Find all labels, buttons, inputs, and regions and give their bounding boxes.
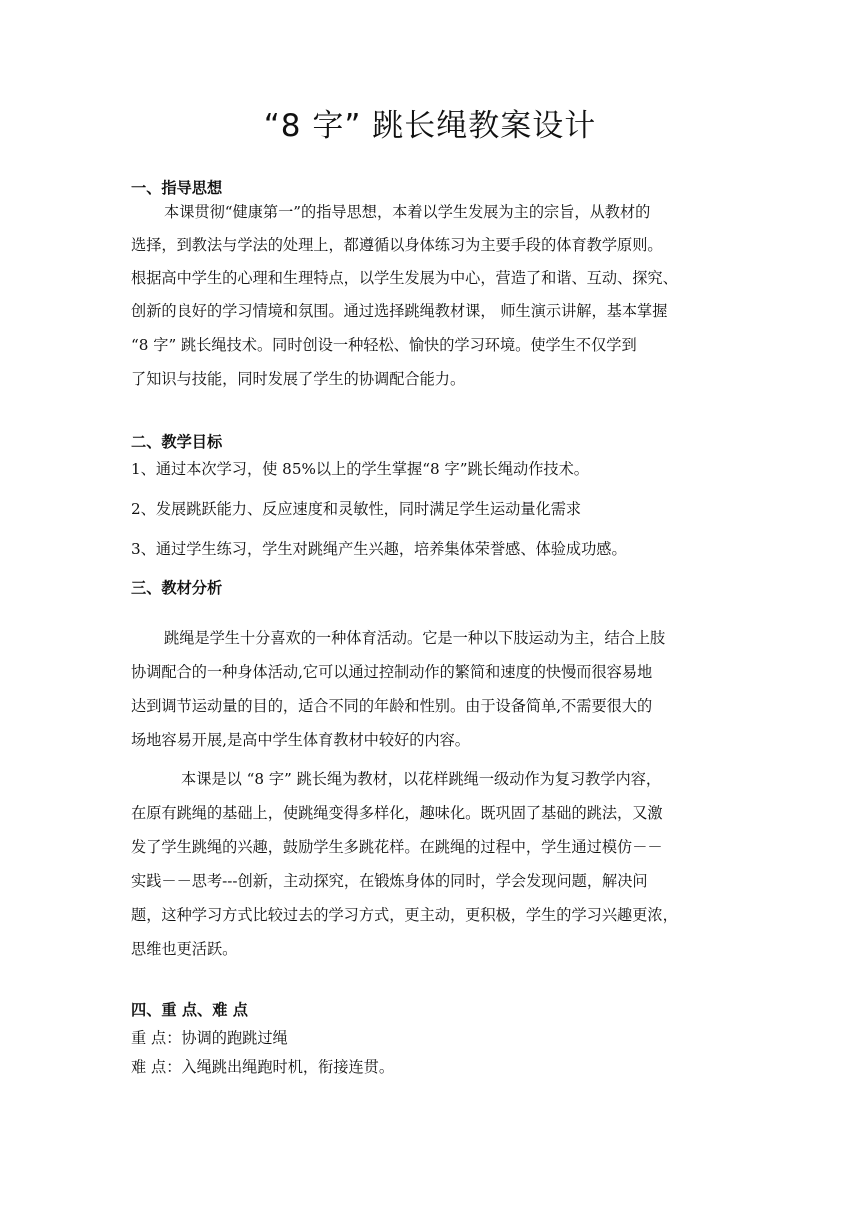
list-item: 1、通过本次学习，使 85%以上的学生掌握“8 字”跳长绳动作技术。 <box>131 460 589 478</box>
paragraph-line: 本课是以 “8 字” 跳长绳为教材，以花样跳绳一级动作为复习教学内容， <box>181 770 662 788</box>
paragraph-line: 发了学生跳绳的兴趣，鼓励学生多跳花样。在跳绳的过程中，学生通过模仿－－ <box>131 838 663 856</box>
paragraph-line: “8 字” 跳长绳技术。同时创设一种轻松、愉快的学习环境。使学生不仅学到 <box>131 336 637 354</box>
section-heading-guiding-ideology: 一、指导思想 <box>131 179 223 197</box>
paragraph-line: 选择，到教法与学法的处理上，都遵循以身体练习为主要手段的体育教学原则。 <box>131 236 663 254</box>
paragraph-line: 题，这种学习方式比较过去的学习方式，更主动，更积极，学生的学习兴趣更浓， <box>131 906 678 924</box>
section-heading-material-analysis: 三、教材分析 <box>131 579 223 597</box>
paragraph-line: 场地容易开展,是高中学生体育教材中较好的内容。 <box>131 731 470 749</box>
section-heading-teaching-goals: 二、教学目标 <box>131 433 223 451</box>
list-item: 3、通过学生练习，学生对跳绳产生兴趣，培养集体荣誉感、体验成功感。 <box>131 540 627 558</box>
paragraph-line: 根据高中学生的心理和生理特点，以学生发展为中心，营造了和谐、互动、探究、 <box>131 269 678 287</box>
paragraph-line: 实践－－思考---创新，主动探究，在锻炼身体的同时，学会发现问题，解决问 <box>131 872 648 890</box>
section-heading-key-and-difficult-points: 四、重 点、难 点 <box>131 1001 248 1019</box>
paragraph-line: 在原有跳绳的基础上，使跳绳变得多样化，趣味化。既巩固了基础的跳法，又激 <box>131 804 663 822</box>
paragraph-line: 跳绳是学生十分喜欢的一种体育活动。它是一种以下肢运动为主，结合上肢 <box>164 629 666 647</box>
paragraph-line: 达到调节运动量的目的，适合不同的年龄和性别。由于设备简单,不需要很大的 <box>131 697 653 715</box>
key-point-line: 重 点：协调的跑跳过绳 <box>131 1029 288 1047</box>
document-title: “8 字” 跳长绳教案设计 <box>263 108 597 144</box>
paragraph-line: 了知识与技能，同时发展了学生的协调配合能力。 <box>131 370 466 388</box>
list-item: 2、发展跳跃能力、反应速度和灵敏性，同时满足学生运动量化需求 <box>131 500 582 518</box>
paragraph-line: 思维也更活跃。 <box>131 940 238 958</box>
paragraph-line: 本课贯彻“健康第一”的指导思想，本着以学生发展为主的宗旨，从教材的 <box>164 203 651 221</box>
paragraph-line: 创新的良好的学习情境和氛围。通过选择跳绳教材课， 师生演示讲解，基本掌握 <box>131 302 668 320</box>
paragraph-line: 协调配合的一种身体活动,它可以通过控制动作的繁简和速度的快慢而很容易地 <box>131 663 653 681</box>
difficult-point-line: 难 点：入绳跳出绳跑时机，衔接连贯。 <box>131 1058 395 1076</box>
